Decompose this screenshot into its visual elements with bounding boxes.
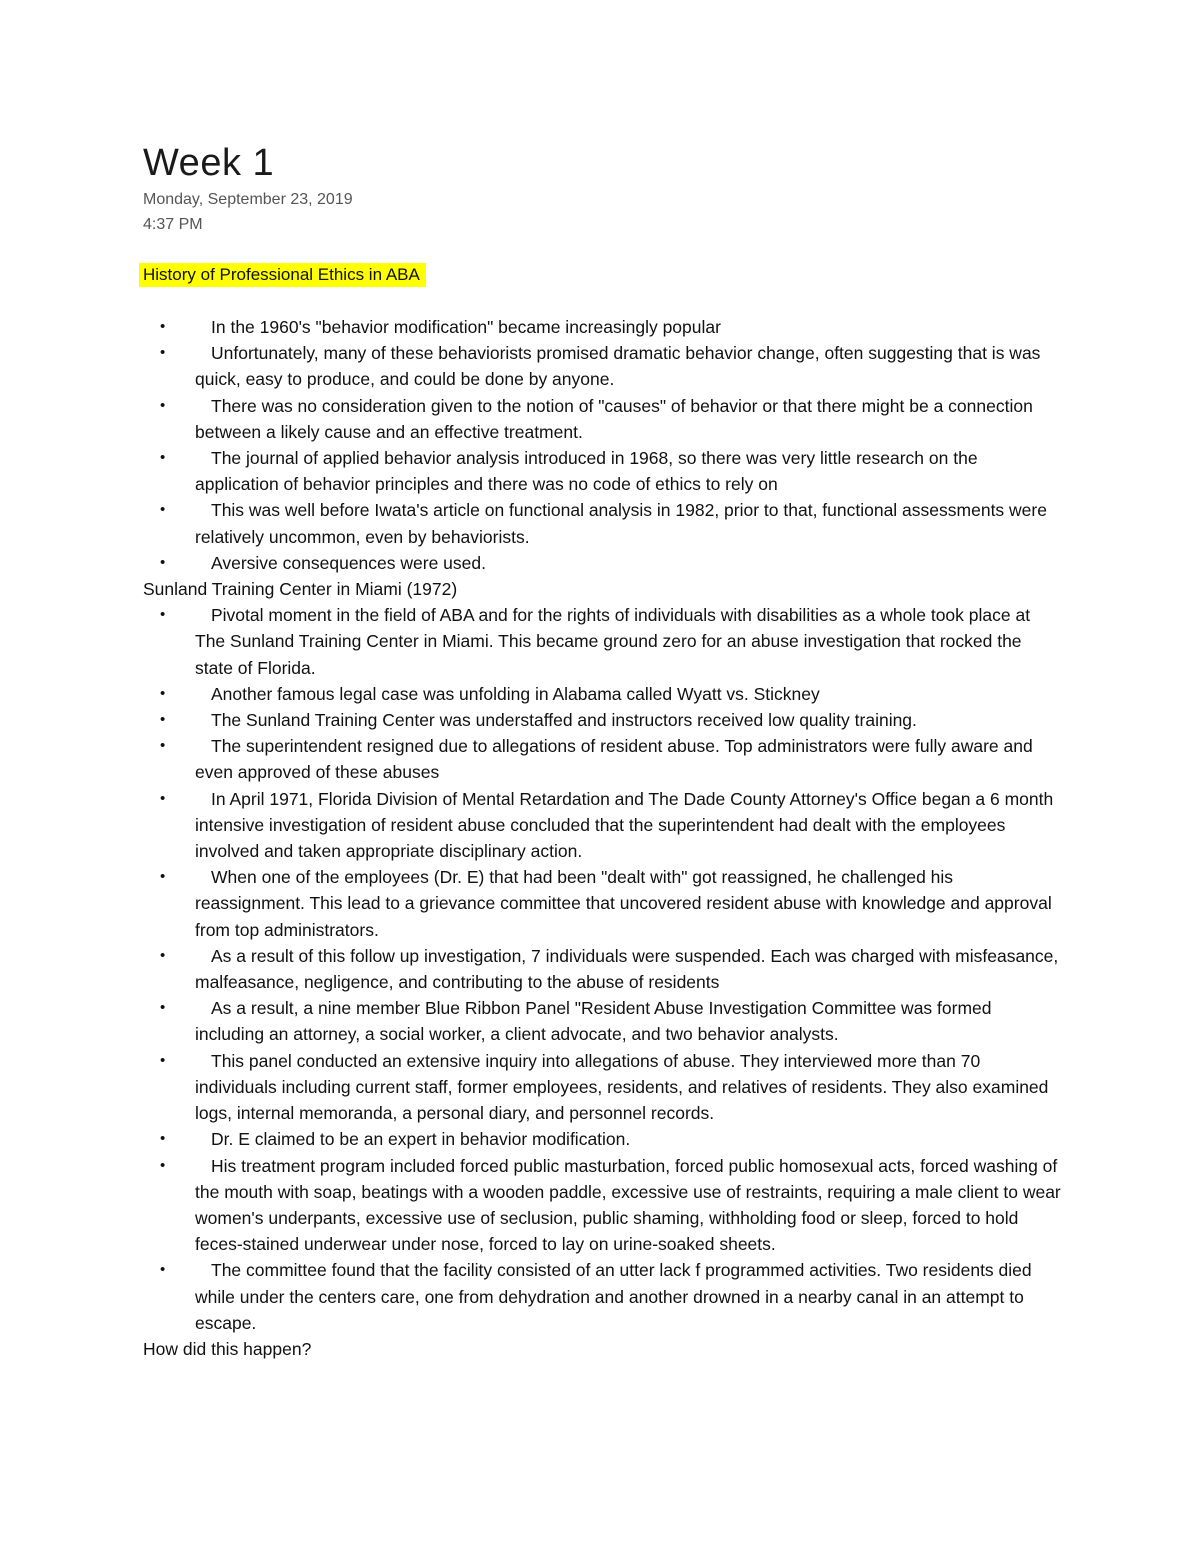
closing-question: How did this happen? xyxy=(143,1338,312,1359)
list-item: • Aversive consequences were used. xyxy=(143,550,1063,576)
list-item: • Dr. E claimed to be an expert in behavior modification. xyxy=(143,1126,1063,1152)
list-item: • In the 1960's "behavior modification" became increasingly popular xyxy=(143,314,1063,340)
list-item: • When one of the employees (Dr. E) that had been "dealt with" got reassigned, he challenged his reassignment. This lead to a grievance committee that uncovered resident abuse with knowledge and approval from top administrators. xyxy=(143,864,1063,943)
bullet-icon: • xyxy=(160,999,166,1017)
bullet-icon: • xyxy=(160,606,166,624)
section-heading-highlighted: History of Professional Ethics in ABA xyxy=(139,263,426,287)
bullet-icon: • xyxy=(160,1130,166,1148)
bullet-icon: • xyxy=(160,946,166,964)
bullet-icon: • xyxy=(160,553,166,571)
bullet-icon: • xyxy=(160,1156,166,1174)
bullet-icon: • xyxy=(160,396,166,414)
list-item: • This was well before Iwata's article on functional analysis in 1982, prior to that, functional assessments were relatively uncommon, even by behaviorists. xyxy=(143,497,1063,549)
note-body xyxy=(143,314,1063,1362)
list-item: • Another famous legal case was unfolding in Alabama called Wyatt vs. Stickney xyxy=(143,681,1063,707)
bullet-icon: • xyxy=(160,449,166,467)
list-item: • Unfortunately, many of these behaviorists promised dramatic behavior change, often suggesting that is was quick, easy to produce, and could be done by anyone. xyxy=(143,340,1063,392)
page-title: Week 1 xyxy=(143,142,275,184)
list-item: • The committee found that the facility consisted of an utter lack f programmed activities. Two residents died while under the centers care, one from dehydration and another drowned in a nearby canal in an attempt to escape. xyxy=(143,1257,1063,1336)
bullet-icon: • xyxy=(160,684,166,702)
list-item: • As a result of this follow up investigation, 7 individuals were suspended. Each was charged with misfeasance, malfeasance, negligence, and contributing to the abuse of residents xyxy=(143,943,1063,995)
list-item: • In April 1971, Florida Division of Mental Retardation and The Dade County Attorney's Office began a 6 month intensive investigation of resident abuse concluded that the superintendent had dealt with the employees involved and taken appropriate disciplinary action. xyxy=(143,786,1063,865)
list-item: • The Sunland Training Center was understaffed and instructors received low quality training. xyxy=(143,707,1063,733)
bullet-icon: • xyxy=(160,789,166,807)
bullet-icon: • xyxy=(160,711,166,729)
page-date: Monday, September 23, 2019 xyxy=(143,191,353,208)
bullet-icon: • xyxy=(160,1051,166,1069)
page-time: 4:37 PM xyxy=(143,216,203,233)
list-item: • Pivotal moment in the field of ABA and for the rights of individuals with disabilities as a whole took place at The Sunland Training Center in Miami. This became ground zero for an abuse investigation that rocked the state of Florida. xyxy=(143,602,1063,681)
sunland-bullet-list xyxy=(143,602,1063,1336)
bullet-icon: • xyxy=(160,737,166,755)
bullet-icon: • xyxy=(160,344,166,362)
list-item: • This panel conducted an extensive inquiry into allegations of abuse. They interviewed more than 70 individuals including current staff, former employees, residents, and relatives of residents. They also examined logs, internal memoranda, a personal diary, and personnel records. xyxy=(143,1048,1063,1127)
bullet-icon: • xyxy=(160,501,166,519)
sunland-section-label: Sunland Training Center in Miami (1972) xyxy=(143,579,458,600)
list-item: • There was no consideration given to the notion of "causes" of behavior or that there might be a connection between a likely cause and an effective treatment. xyxy=(143,393,1063,445)
list-item: • His treatment program included forced public masturbation, forced public homosexual acts, forced washing of the mouth with soap, beatings with a wooden paddle, excessive use of restraints, requiring a male client to wear women's underpants, excessive use of seclusion, public shaming, withholding food or sleep, forced to hold feces-stained underwear under nose, forced to lay on urine-soaked sheets. xyxy=(143,1153,1063,1258)
bullet-icon: • xyxy=(160,1261,166,1279)
history-bullet-list xyxy=(143,314,1063,576)
list-item: • The superintendent resigned due to allegations of resident abuse. Top administrators were fully aware and even approved of these abuses xyxy=(143,733,1063,785)
list-item: • The journal of applied behavior analysis introduced in 1968, so there was very little research on the application of behavior principles and there was no code of ethics to rely on xyxy=(143,445,1063,497)
bullet-icon: • xyxy=(160,318,166,335)
list-item: • As a result, a nine member Blue Ribbon Panel "Resident Abuse Investigation Committee was formed including an attorney, a social worker, a client advocate, and two behavior analysts. xyxy=(143,995,1063,1047)
bullet-icon: • xyxy=(160,868,166,886)
